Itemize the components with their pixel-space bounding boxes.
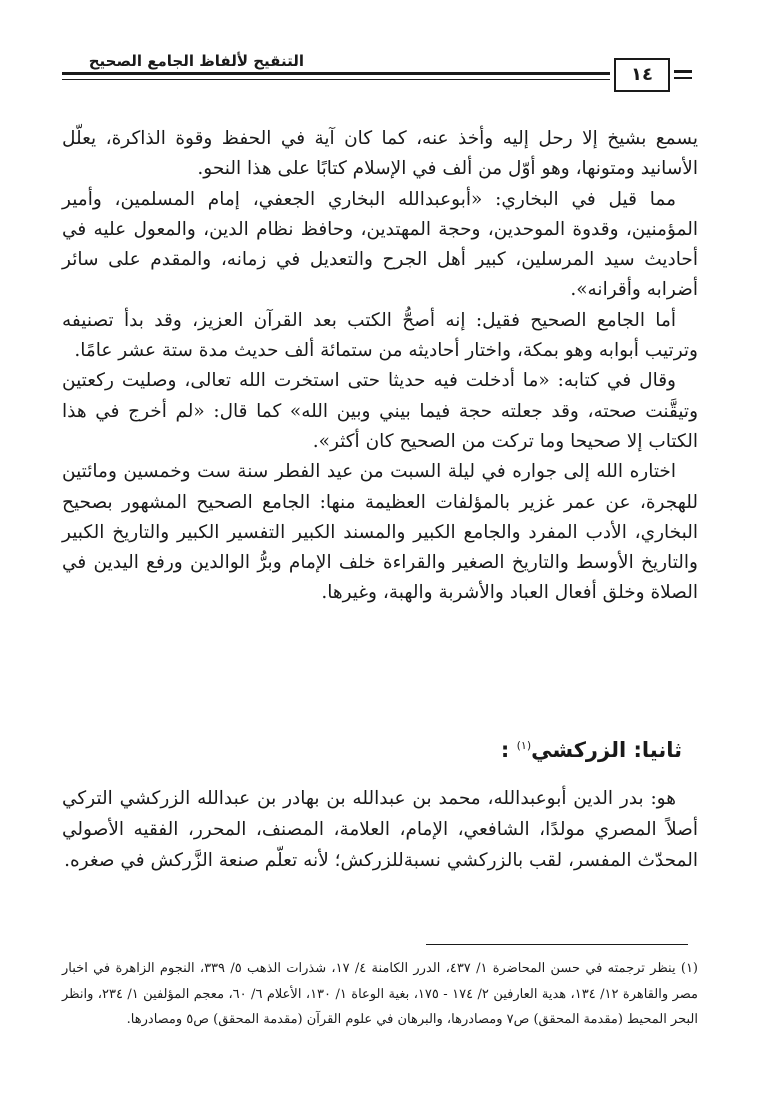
section-heading <box>62 738 698 762</box>
page-number: ١٤ <box>614 58 670 92</box>
paragraph: هو: بدر الدين أبوعبدالله، محمد بن عبدالله بن بهادر بن عبدالله الزركشي التركي أصلاً المصري مولدًا، الشافعي، الإمام، العلامة، المصنف، المحرر، الفقيه الأصولي المحدّث المفسر، لقب بالزركشي نسبةللزركش؛ لأنه تعلّم صنعة الزَّركش في صغره. <box>62 788 698 871</box>
header-ornament-line <box>674 77 692 79</box>
paragraph: أما الجامع الصحيح فقيل: إنه أصحُّ الكتب بعد القرآن العزيز، وقد بدأ تصنيفه وترتيب أبوابه وهو بمكة، واختار أحاديثه من ستمائة ألف حديث مدة ستة عشر عامًا. <box>62 309 698 362</box>
paragraph: اختاره الله إلى جواره في ليلة السبت من عيد الفطر سنة ست وخمسين ومائتين للهجرة، عن عمر غزير بالمؤلفات العظيمة منها: الجامع الصحيح المشهور بصحيح البخاري، الأدب المفرد والجامع الكبير والمسند الكبير التفسير الكبير والتاريخ الكبير والتاريخ الأوسط والتاريخ الصغير والقراءة خلف الإمام وبرُّ الوالدين ورفع اليدين في الصلاة وخلق أفعال العباد والأشربة والهبة، وغيرها. <box>62 461 698 604</box>
section-heading-text: ثانيا: الزركشي <box>531 738 682 762</box>
main-text <box>62 124 698 609</box>
header-rule-thin <box>62 79 610 80</box>
header-rule-thick <box>62 72 610 75</box>
section-heading-colon: : <box>500 738 510 762</box>
header-ornament-line <box>674 70 692 73</box>
main-text-continued <box>62 784 698 876</box>
footnotes <box>62 956 698 1033</box>
paragraph: يسمع بشيخ إلا رحل إليه وأخذ عنه، كما كان آية في الحفظ وقوة الذاكرة، يعلّل الأسانيد ومتونها، وهو أوّل من ألف في الإسلام كتابًا على هذا النحو. <box>62 128 698 180</box>
paragraph: وقال في كتابه: «ما أدخلت فيه حديثا حتى استخرت الله تعالى، وصليت ركعتين وتيقَّنت صحته، وقد جعلته حجة فيما بيني وبين الله» كما قال: «لم أخرج في هذا الكتاب إلا صحيحا وما تركت من الصحيح كان أكثر». <box>62 370 698 452</box>
running-title: التنقيح لألفاظ الجامع الصحيح <box>88 52 304 70</box>
paragraph: مما قيل في البخاري: «أبوعبدالله البخاري الجعفي، إمام المسلمين، وأمير المؤمنين، وقدوة الموحدين، وحجة المهتدين، وحافظ نظام الدين، والمعول عليه في أحاديث سيد المرسلين، كبير أهل الجرح والتعديل في زمانه، والمقدم على سائر أضرابه وأقرانه». <box>62 188 698 301</box>
footnote: (١) ينظر ترجمته في حسن المحاضرة ١/ ٤٣٧، الدرر الكامنة ٤/ ١٧، شذرات الذهب ٥/ ٣٣٩، النجوم الزاهرة في اخبار مصر والقاهرة ١٢/ ١٣٤، هدية العارفين ٢/ ١٧٤ - ١٧٥، بغية الوعاة ١/ ١٣٠، الأعلام ٦/ ٦٠، معجم المؤلفين ١/ ٢٣٤، وانظر البحر المحيط (مقدمة المحقق) ص٧ ومصادرها، والبرهان في علوم القرآن (مقدمة المحقق) ص٥ ومصادرها. <box>62 961 698 1027</box>
footnote-marker: (١) <box>516 739 532 752</box>
footnote-separator <box>426 944 688 945</box>
page-header <box>62 48 690 98</box>
